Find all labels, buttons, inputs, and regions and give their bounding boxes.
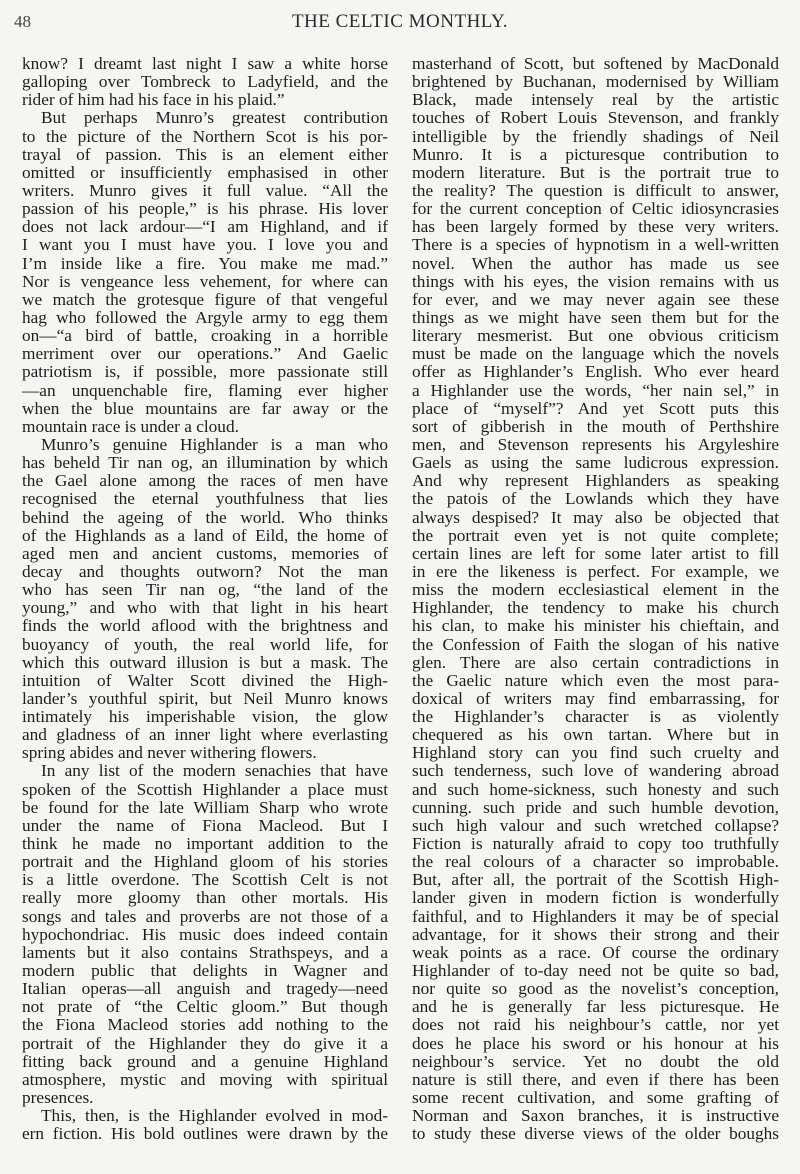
text-line: ern fiction. His bold outlines were drawn by the [22, 1124, 388, 1144]
text-line: the real colours of a character so improbable. [412, 852, 779, 872]
text-line: finds the world aflood with the brightness and [22, 616, 388, 636]
text-line: to the picture of the Northern Scot is his por- [22, 126, 388, 146]
text-line: passion of his people,” is his phrase. His lover [22, 199, 388, 219]
text-line: we match the grotesque figure of that vengeful [22, 289, 388, 309]
text-line: trayal of passion. This is an element either [22, 144, 388, 164]
text-line: sort of gibberish in the mouth of Perthshire [412, 416, 779, 436]
text-line: some recent cultivation, and some grafting of [412, 1088, 779, 1108]
text-line: and such home-sickness, such honesty and such [412, 779, 779, 799]
text-line: think he made no important addition to the [22, 834, 388, 854]
text-line: not prate of “the Celtic gloom.” But though [22, 997, 388, 1017]
text-line: is a little overdone. The Scottish Celt is not [22, 870, 388, 890]
text-line: Highlander of to-day need not be quite so bad, [412, 961, 779, 981]
text-line: for the current conception of Celtic idiosyncrasies [412, 199, 779, 219]
text-line: intelligible by the friendly shadings of Neil [412, 126, 779, 146]
text-line: Black, made intensely real by the artistic [412, 90, 779, 110]
text-line: Gaels as using the same ludicrous expression. [412, 453, 779, 473]
text-line: must be made on the language which the novels [412, 344, 779, 364]
text-line: has been largely formed by these very writers. [412, 217, 779, 237]
text-line: miss the modern ecclesiastical element in the [412, 580, 779, 600]
running-title: THE CELTIC MONTHLY. [291, 11, 509, 32]
text-line: nature is still there, and even if there has been [412, 1069, 779, 1089]
text-line: rider of him had his face in his plaid.” [22, 90, 285, 110]
text-line: the Confession of Faith the slogan of his native [412, 634, 779, 654]
text-line: the patois of the Lowlands which they have [412, 489, 779, 509]
text-line: things as we might have seen them but for the [412, 307, 779, 327]
text-line: of the Highlands as a land of Eild, the home of [22, 525, 388, 545]
text-line: hypochondriac. His music does indeed contain [22, 924, 388, 944]
text-line: decay and thoughts outworn? Not the man [22, 561, 388, 581]
text-line: intimately his imperishable vision, the glow [22, 707, 388, 727]
text-line: portrait of the Highlander they do give it a [22, 1033, 388, 1053]
text-line: be found for the late William Sharp who wrote [22, 797, 388, 817]
text-line: patriotism is, if possible, more passionate still [22, 362, 388, 382]
text-line: such high valour and such wretched collapse? [412, 815, 779, 835]
left-column [22, 55, 388, 1143]
text-line: Highlander, the tendency to make his church [412, 598, 779, 618]
text-line: Highland story can you find such cruelty and [412, 743, 779, 763]
text-line: the reality? The question is difficult to answer, [412, 180, 779, 200]
text-line: nor quite so good as the novelist’s conception, [412, 979, 779, 999]
text-line: recognised the eternal youthfulness that lies [22, 489, 388, 509]
text-line: In any list of the modern senachies that have [41, 761, 388, 781]
text-line: chequered as his own tartan. Where but in [412, 725, 779, 745]
text-line: Nor is vengeance less vehement, for where can [22, 271, 388, 291]
text-line: does not lack ardour—“I am Highland, and if [22, 217, 388, 237]
text-line: buoyancy of youth, the real world life, for [22, 634, 388, 654]
text-line: weak points as a race. Of course the ordinary [412, 942, 779, 962]
text-line: the Gaelic nature which even the most para- [412, 670, 779, 690]
text-line: novel. When the author has made us see [412, 253, 779, 273]
text-line: And why represent Highlanders as speaking [412, 471, 779, 491]
text-line: fitting back ground and a genuine Highland [22, 1051, 388, 1071]
text-line: masterhand of Scott, but softened by MacDonald [412, 54, 779, 73]
text-line: offer as Highlander’s English. Who ever heard [412, 362, 779, 382]
text-line: Norman and Saxon branches, it is instructive [412, 1106, 779, 1126]
text-line: This, then, is the Highlander evolved in mod- [41, 1106, 388, 1126]
text-line: a Highlander use the words, “her nain sel,” in [412, 380, 779, 400]
text-line: certain lines are left for some later artist to fill [412, 543, 779, 563]
text-line: under the name of Fiona Macleod. But I [22, 815, 388, 835]
text-line: which this outward illusion is but a mask. The [22, 652, 388, 672]
text-line: in ere the likeness is perfect. For example, we [412, 561, 779, 581]
page-header [0, 6, 800, 36]
text-line: modern literature. But is the portrait true to [412, 162, 779, 182]
text-line: men, and Stevenson represents his Argyleshire [412, 434, 779, 454]
text-line: lander given in modern fiction is wonderfully [412, 888, 779, 908]
text-line: hag who followed the Argyle army to egg them [22, 307, 388, 327]
text-line: young,” and who with that light in his heart [22, 598, 388, 618]
text-line: does he place his sword or his honour at his [412, 1033, 779, 1053]
text-line: and he is generally far less picturesque. He [412, 997, 779, 1017]
text-line: cunning. such pride and such humble devotion, [412, 797, 779, 817]
text-line: his clan, to make his minister his chieftain, and [412, 616, 779, 636]
text-line: things with his eyes, the vision remains with us [412, 271, 779, 291]
text-line: But, after all, the portrait of the Scottish High- [412, 870, 779, 890]
text-line: faithful, and to Highlanders it may be of special [412, 906, 779, 926]
text-line: glen. There are also certain contradictions in [412, 652, 779, 672]
text-line: place of “myself”? And yet Scott puts this [412, 398, 779, 418]
text-line: Munro’s genuine Highlander is a man who [41, 434, 388, 454]
text-line: omitted or insufficiently emphasised in other [22, 162, 388, 182]
text-line: literary mesmerist. But one obvious criticism [412, 326, 779, 346]
text-line: and gladness of an inner light where everlasting [22, 725, 388, 745]
text-line: songs and tales and proverbs are not those of a [22, 906, 388, 926]
text-line: I want you I must have you. I love you and [22, 235, 388, 255]
text-line: There is a species of hypnotism in a well-written [412, 235, 779, 255]
text-line: when the blue mountains are far away or the [22, 398, 388, 418]
text-line: I’m inside like a fire. You make me mad.” [22, 253, 388, 273]
text-line: neighbour’s service. Yet no doubt the old [412, 1051, 779, 1071]
text-line: spring abides and never withering flowers. [22, 743, 317, 763]
text-line: the portrait even yet is not quite complete; [412, 525, 779, 545]
text-line: touches of Robert Louis Stevenson, and frankly [412, 108, 779, 128]
text-line: merriment over our operations.” And Gaelic [22, 344, 388, 364]
text-line: such tenderness, such love of wandering abroad [412, 761, 779, 781]
text-line: Munro. It is a picturesque contribution to [412, 144, 779, 164]
text-line: who has seen Tir nan og, “the land of the [22, 580, 388, 600]
text-line: lander’s youthful spirit, but Neil Munro knows [22, 688, 388, 708]
text-line: behind the ageing of the world. Who thinks [22, 507, 388, 527]
text-line: know? I dreamt last night I saw a white horse [22, 54, 388, 73]
text-line: brightened by Buchanan, modernised by William [412, 72, 779, 92]
text-line: the Gael alone among the races of men have [22, 471, 388, 491]
text-line: portrait and the Highland gloom of his stories [22, 852, 388, 872]
text-line: does not raid his neighbour’s cattle, nor yet [412, 1015, 779, 1035]
text-line: intuition of Walter Scott divined the High- [22, 670, 388, 690]
text-line: writers. Munro gives it full value. “All the [22, 180, 388, 200]
text-line: on—“a bird of battle, croaking in a horrible [22, 326, 388, 346]
text-line: —an unquenchable fire, flaming ever higher [22, 380, 388, 400]
text-line: atmosphere, mystic and moving with spiritual [22, 1069, 388, 1089]
text-line: galloping over Tombreck to Ladyfield, and the [22, 72, 388, 92]
text-line: laments but it also contains Strathspeys, and a [22, 942, 388, 962]
text-line: spoken of the Scottish Highlander a place must [22, 779, 388, 799]
text-line: modern public that delights in Wagner and [22, 961, 388, 981]
text-line: has beheld Tir nan og, an illumination by which [22, 453, 388, 473]
text-line: for ever, and we may never again see these [412, 289, 779, 309]
text-line: But perhaps Munro’s greatest contribution [41, 108, 388, 128]
text-line: the Fiona Macleod stories add nothing to the [22, 1015, 388, 1035]
text-line: really more gloomy than other mortals. His [22, 888, 388, 908]
text-line: always despised? It may also be objected that [412, 507, 779, 527]
text-line: the Highlander’s character is as violently [412, 707, 779, 727]
text-line: Italian operas—all anguish and tragedy—need [22, 979, 388, 999]
text-line: presences. [22, 1088, 94, 1108]
text-line: doxical of writers may find embarrassing, for [412, 688, 779, 708]
text-line: to study these diverse views of the older boughs [412, 1124, 779, 1144]
page-number: 48 [14, 12, 31, 31]
text-line: mountain race is under a cloud. [22, 416, 239, 436]
text-line: aged men and ancient customs, memories of [22, 543, 388, 563]
text-line: Fiction is naturally afraid to copy too truthfully [412, 834, 779, 854]
right-column [412, 55, 779, 1143]
text-line: advantage, for it shows their strong and their [412, 924, 779, 944]
